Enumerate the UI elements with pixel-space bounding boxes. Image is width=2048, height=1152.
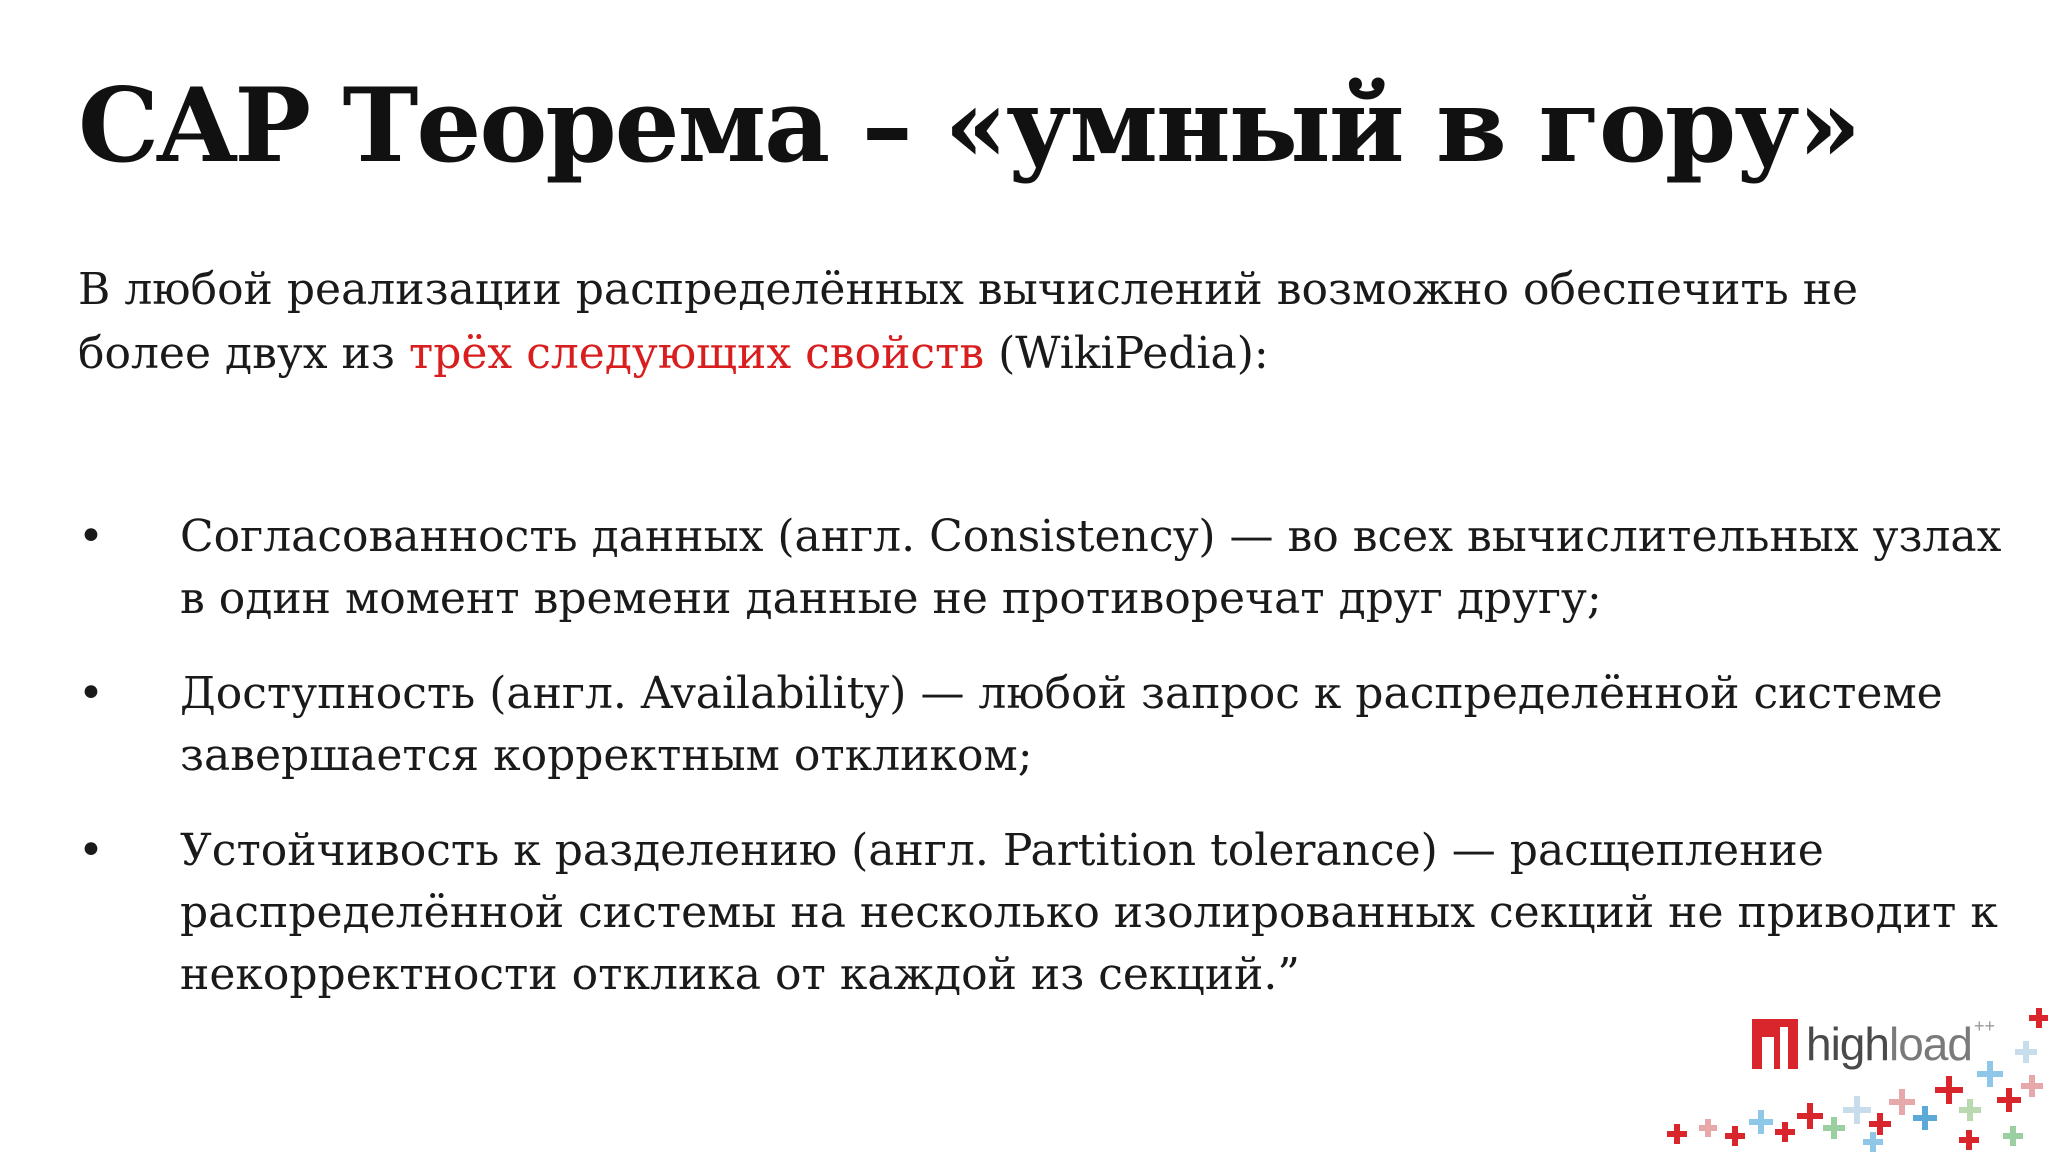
logo-text-high: high [1806,1018,1889,1070]
bullet-consistency [78,506,2008,630]
highload-logo-mark [1752,1019,1798,1069]
intro-highlight: трёх следующих свойств [408,328,985,379]
bullet-text: Согласованность данных (англ. Consistency) — во всех вычислительных узлах в один момент времени данные не противоречат друг другу; [180,511,2002,624]
highload-logo [1752,1014,1995,1074]
bullet-marker: • [78,825,104,876]
bullet-partition-tolerance [78,820,2008,1006]
logo-text-load: load [1888,1018,1972,1070]
slide-title: CAP Теорема – «умный в гору» [78,66,1860,186]
bullet-availability [78,663,2008,787]
bullet-marker: • [78,668,104,719]
intro-text-start: В любой реализации распределённых вычислений возможно обеспечить не более двух из [78,264,1859,379]
logo-wordmark [1806,1017,1972,1071]
intro-text-end: (WikiPedia): [984,328,1269,379]
bullet-text: Устойчивость к разделению (англ. Partition tolerance) — расщепление распределённой системы на несколько изолированных секций не приводит к некорректности отклика от каждой из секций.” [180,825,1998,1000]
bullet-text: Доступность (англ. Availability) — любой запрос к распределённой системе завершается корректным откликом; [180,668,1943,781]
logo-superscript: ++ [1973,1016,1995,1036]
intro-paragraph [78,258,1978,386]
bullet-marker: • [78,511,104,562]
bullet-list [78,506,2008,1039]
